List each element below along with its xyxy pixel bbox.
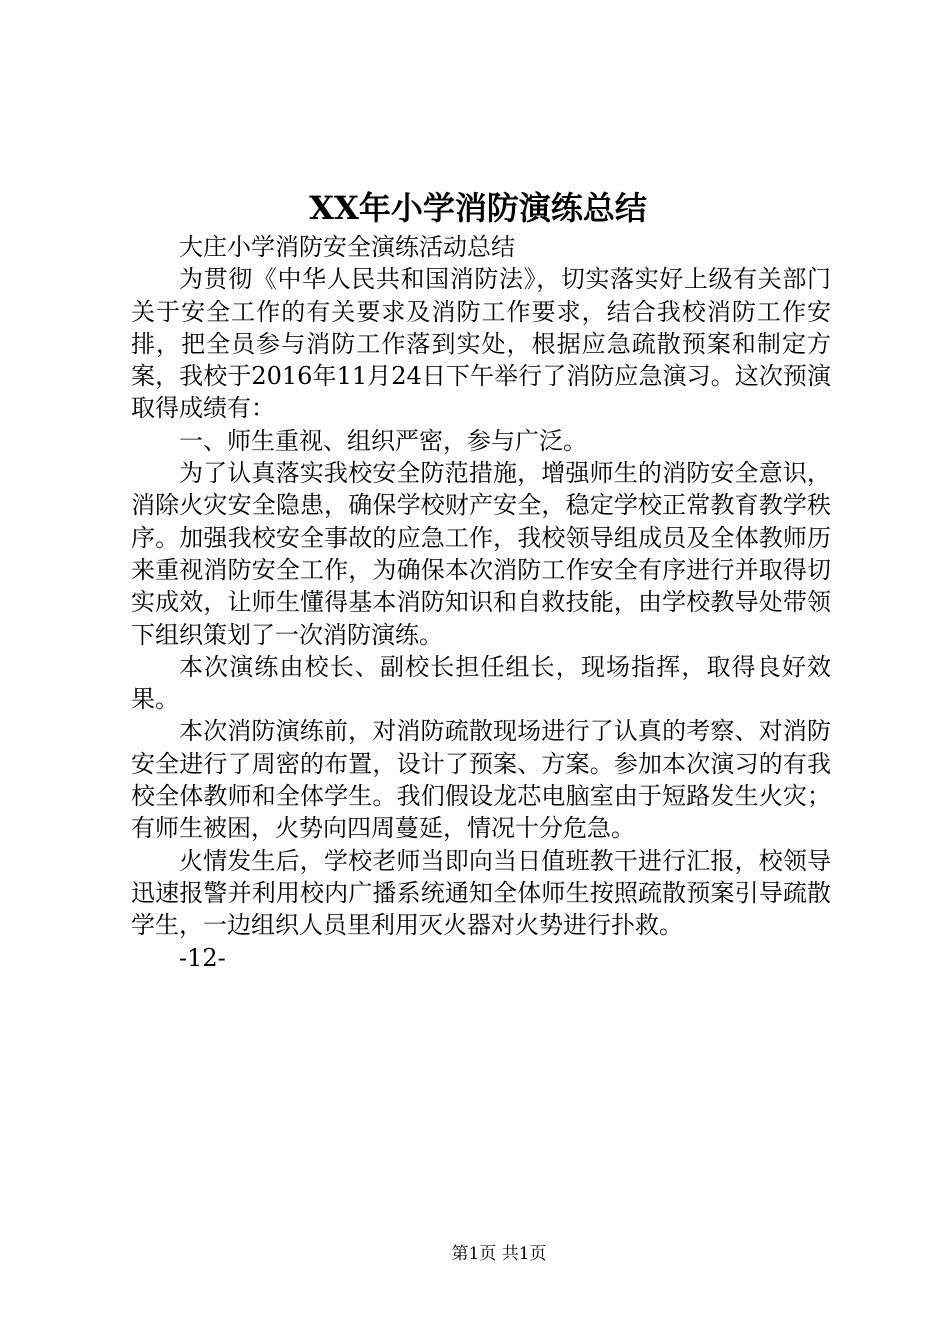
body-paragraph: 为了认真落实我校安全防范措施，增强师生的消防安全意识，消除火灾安全隐患，确保学校财产安全，稳定学校正常教育教学秩序。加强我校安全事故的应急工作，我校领导组成员及全体教师历来重视消防安全工作，为确保本次消防工作安全有序进行并取得切实成效，让师生懂得基本消防知识和自救技能，由学校教导处带领下组织策划了一次消防演练。 <box>131 459 831 649</box>
inline-page-marker: -12- <box>179 943 226 972</box>
page-footer: 第1页 共1页 <box>451 1244 547 1264</box>
subtitle-paragraph: 大庄小学消防安全演练活动总结 <box>179 233 515 261</box>
section-heading: 一、师生重视、组织严密，参与广泛。 <box>179 426 587 455</box>
body-paragraph: 火情发生后，学校老师当即向当日值班教干进行汇报，校领导迅速报警并利用校内广播系统通知全体师生按照疏散预案引导疏散学生，一边组织人员里利用灭火器对火势进行扑救。 <box>131 846 831 940</box>
body-paragraph: 本次演练由校长、副校长担任组长，现场指挥，取得良好效果。 <box>131 652 831 714</box>
document-body <box>131 231 831 974</box>
body-paragraph: 本次消防演练前，对消防疏散现场进行了认真的考察、对消防安全进行了周密的布置，设计了预案、方案。参加本次演习的有我校全体教师和全体学生。我们假设龙芯电脑室由于短路发生火灾；有师生被困，火势向四周蔓延，情况十分危急。 <box>131 717 831 843</box>
body-paragraph: 为贯彻《中华人民共和国消防法》，切实落实好上级有关部门关于安全工作的有关要求及消防工作要求，结合我校消防工作安排，把全员参与消防工作落到实处，根据应急疏散预案和制定方案，我校于2016年11月24日下午举行了消防应急演习。这次预演取得成绩有： <box>131 265 831 423</box>
document-title: XX年小学消防演练总结 <box>309 189 647 227</box>
